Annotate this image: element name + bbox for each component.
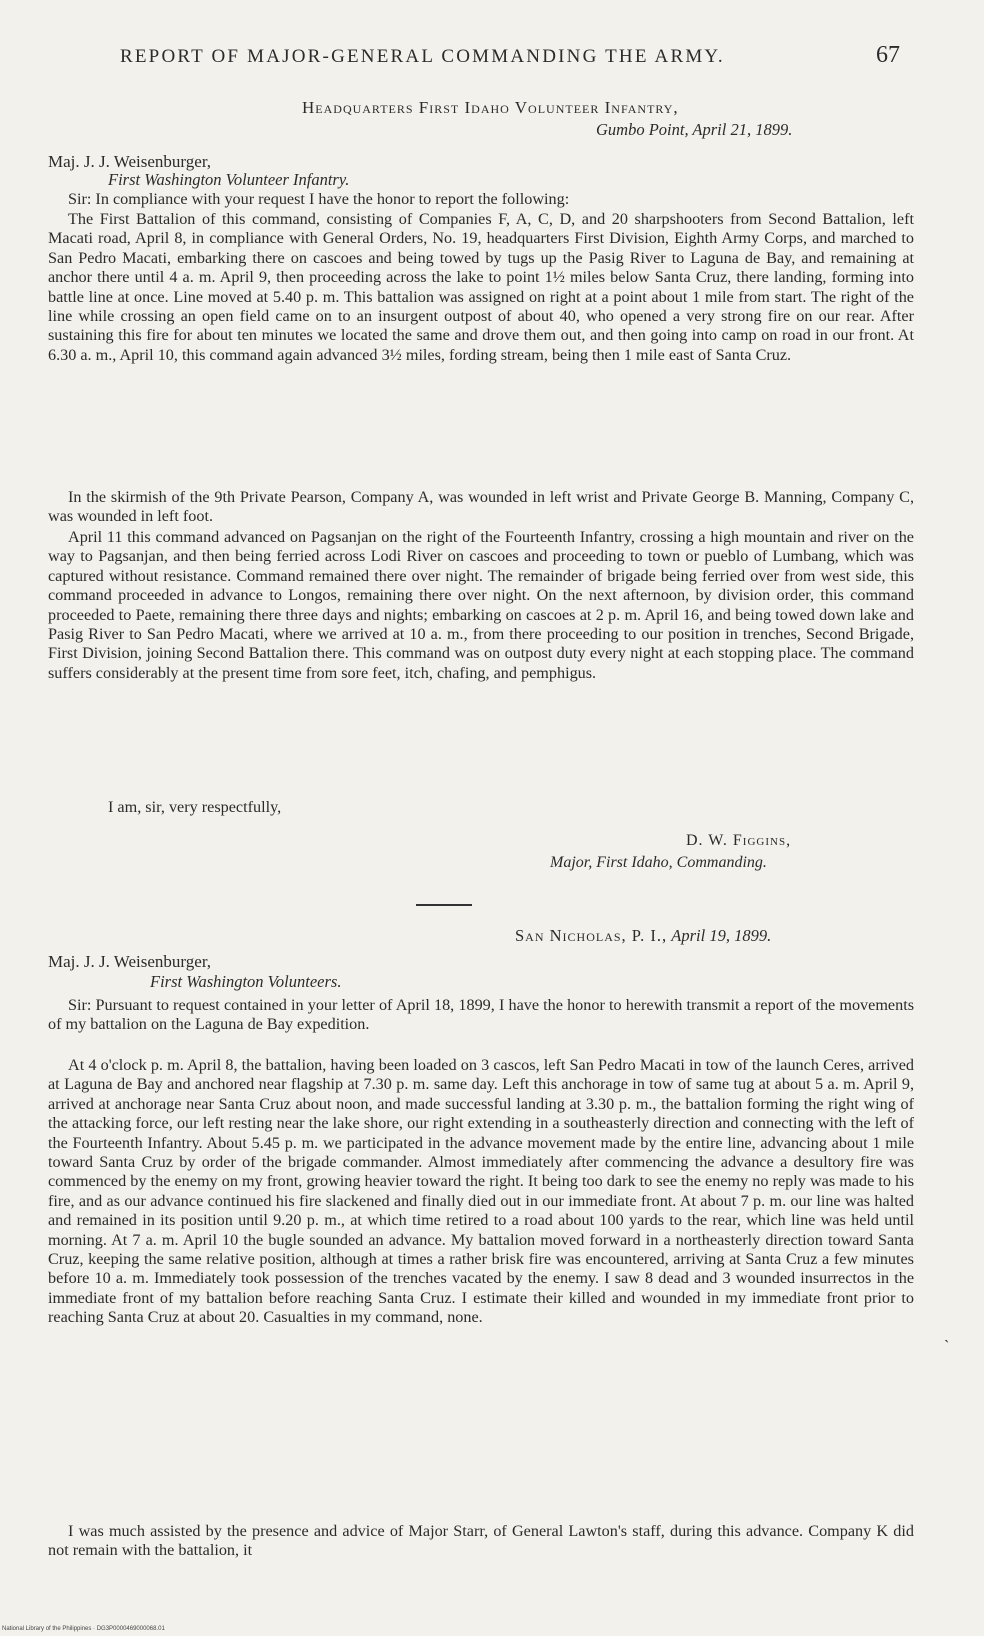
letter1-addressee: [48, 152, 211, 172]
letter1-addressee-unit: First Washington Volunteer Infantry.: [108, 170, 350, 189]
letter2-paragraph: I was much assisted by the presence and advice of Major Starr, of General Lawton's staff, during this advance. Company K did not remain with the battalion, it: [48, 1522, 914, 1560]
letter1-place-date: Gumbo Point, April 21, 1899.: [596, 120, 793, 139]
letter1-headquarters: Headquarters First Idaho Volunteer Infantry,: [302, 98, 679, 117]
letter1-paragraph: The First Battalion of this command, consisting of Companies F, A, C, D, and 20 sharpshooters from Second Battalion, left Macati road, April 8, in compliance with General Orders, No. 19, headquarters First Division, Eighth Army Corps, and marched to San Pedro Macati, embarking there on cascoes and being towed by tugs up the Pasig River to Laguna de Bay, and remaining at anchor there until 4 a. m. April 9, then proceeding across the lake to point 1½ miles below Santa Cruz, there landing, forming into battle line at once. Line moved at 5.40 p. m. This battalion was assigned on right at a point about 1 mile from start. The right of the line while crossing an open field came on to an insurgent outpost of about 40, who opened a very strong fire on our rear. After sustaining this fire for about ten minutes we located the same and drove them out, and then going into camp on road in our front. At 6.30 a. m., April 10, this command again advanced 3½ miles, fording stream, being then 1 mile east of Santa Cruz.: [48, 210, 914, 364]
letter2-place-date: [515, 926, 771, 946]
letter1-paragraph: In the skirmish of the 9th Private Pearson, Company A, was wounded in left wrist and Private George B. Manning, Company C, was wounded in left foot.: [48, 488, 914, 526]
library-credit: National Library of the Philippines · DG3P0000469000068.01: [2, 1626, 165, 1632]
letter1-paragraph: Sir: In compliance with your request I have the honor to report the following:: [68, 190, 570, 208]
letter2-place: San Nicholas, P. I.,: [515, 926, 668, 945]
letter2-addressee-unit: First Washington Volunteers.: [150, 972, 342, 991]
letter1-addressee-name: Maj. J. J. Weisenburger,: [48, 152, 212, 171]
letter2-paragraph: At 4 o'clock p. m. April 8, the battalion, having been loaded on 3 cascos, left San Pedro Macati in tow of the launch Ceres, arrived at Laguna de Bay and anchored near flagship at 7.30 p. m. same day. Left this anchorage in tow of same tug at about 5 a. m. April 9, arrived at anchorage near Santa Cruz about noon, and made successful landing at 3.30 p. m., the battalion forming the right wing of the attacking force, our left resting near the lake shore, our right extending in a southeasterly direction and connecting with the left of the Fourteenth Infantry. About 5.45 p. m. we participated in the advance movement made by the entire line, advancing about 1 mile toward Santa Cruz by order of the brigade commander. Almost immediately after commencing the advance a desultory fire was commenced by the enemy on my front, growing heavier toward the right. It being too dark to see the enemy no reply was made to his fire, and as our advance continued his fire slackened and finally died out in our immediate front. At about 7 p. m. our line was halted and remained in its position until 9.20 p. m., at which time retired to a road about 100 yards to the rear, which line was held until morning. At 7 a. m. April 10 the bugle sounded an advance. My battalion moved forward in a northeasterly direction toward Santa Cruz, keeping the same relative position, although at times a rather brisk fire was encountered, arriving at Santa Cruz a few minutes before 10 a. m. Immediately took possession of the trenches vacated by the enemy. I saw 8 dead and 3 wounded insurrectos in the immediate front of my battalion before reaching Santa Cruz. I estimate their killed and wounded in my immediate front prior to reaching Santa Cruz at about 20. Casualties in my command, none.: [48, 1056, 914, 1327]
letter1-signer-title: Major, First Idaho, Commanding.: [550, 854, 767, 871]
section-divider: [416, 904, 472, 906]
letter1-paragraph: April 11 this command advanced on Pagsanjan on the right of the Fourteenth Infantry, crossing a high mountain and river on the way to Pagsanjan, and then being ferried across Lodi River on cascoes and proceeding to town or pueblo of Lumbang, which was captured without resistance. Command remained there over night. The remainder of brigade being ferried over from west side, this command proceeded in advance to Longos, remaining there over night. On the next afternoon, by division order, this command proceeded to Paete, remaining there three days and nights; embarking on cascoes at 2 p. m. April 16, and being towed down lake and Pasig River to San Pedro Macati, where we arrived at 10 a. m., from there proceeding to our position in trenches, Second Brigade, First Division, joining Second Battalion there. This command was on outpost duty every night at each stopping place. The command suffers considerably at the present time from sore feet, itch, chafing, and pemphigus.: [48, 528, 914, 682]
letter1-signer: D. W. Figgins,: [686, 832, 792, 849]
letter2-paragraph: Sir: Pursuant to request contained in your letter of April 18, 1899, I have the honor to herewith transmit a report of the movements of my battalion on the Laguna de Bay expedition.: [48, 996, 914, 1034]
letter2-date: April 19, 1899.: [671, 926, 772, 945]
page-number: 67: [876, 42, 900, 68]
running-title: REPORT OF MAJOR-GENERAL COMMANDING THE ARMY.: [120, 46, 725, 67]
stray-mark: ˋ: [944, 1338, 950, 1355]
letter2-addressee: Maj. J. J. Weisenburger,: [48, 952, 212, 971]
letter1-closing: I am, sir, very respectfully,: [108, 798, 282, 816]
